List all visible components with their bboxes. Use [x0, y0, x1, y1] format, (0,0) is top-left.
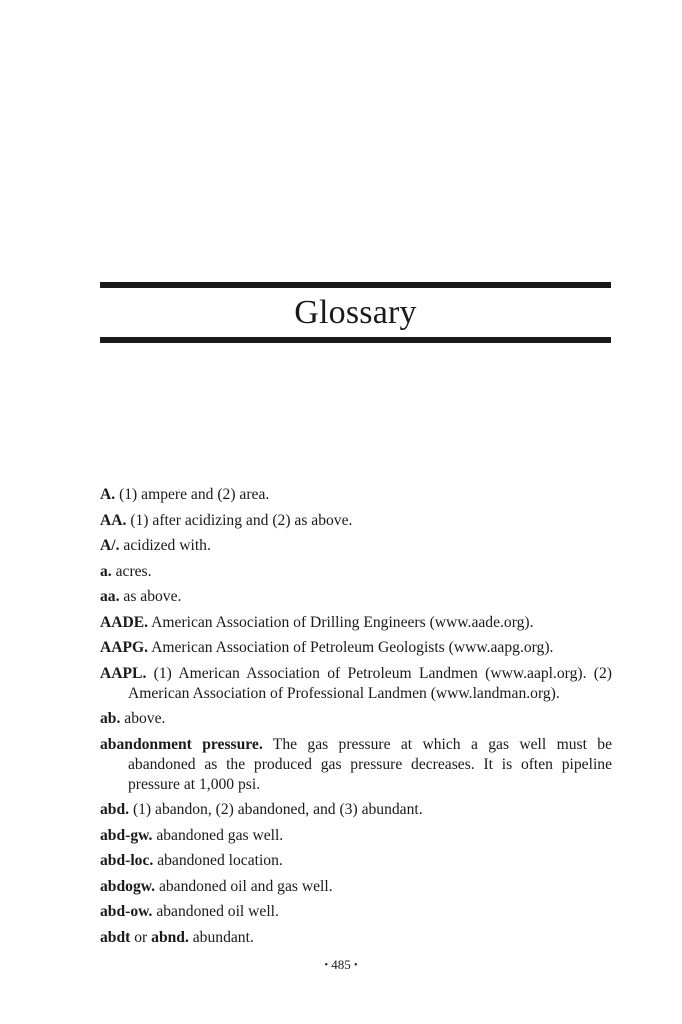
- entry-definition: acidized with.: [119, 537, 211, 554]
- entry-definition: (1) after acidizing and (2) as above.: [126, 511, 353, 529]
- entry-term: abd-gw.: [100, 826, 153, 844]
- entry-term: abd-loc.: [100, 852, 154, 869]
- entry-definition: abandoned oil well.: [152, 903, 279, 920]
- glossary-entry: [100, 562, 612, 582]
- glossary-entry: [100, 511, 612, 531]
- entry-definition: as above.: [119, 588, 182, 605]
- entry-term: a.: [100, 562, 112, 580]
- glossary-entry: [100, 902, 612, 922]
- heading-rule-bottom: [100, 337, 611, 343]
- glossary-entry: [100, 613, 612, 633]
- entry-term: abdt: [100, 928, 131, 946]
- glossary-entry: [100, 709, 612, 729]
- entry-definition: (1) ampere and (2) area.: [115, 486, 270, 503]
- glossary-entry: [100, 826, 612, 846]
- entry-definition: The gas pressure at which a gas well must be abandoned as the produced gas pressure decreases. It is often pipeline pressure at 1,000 psi.: [128, 735, 612, 793]
- page-number: 485: [331, 957, 351, 972]
- entry-term: abnd.: [151, 928, 189, 946]
- entry-definition: abandoned oil and gas well.: [155, 877, 333, 895]
- entry-term: A/.: [100, 537, 120, 554]
- page-number-footer: [0, 956, 682, 976]
- bullet-icon: •: [354, 960, 358, 971]
- glossary-entries: [100, 485, 612, 953]
- entry-term: AAPL.: [100, 664, 147, 682]
- entry-definition: (1) abandon, (2) abandoned, and (3) abundant.: [129, 801, 423, 818]
- entry-term: abdogw.: [100, 877, 156, 895]
- entry-definition: acres.: [111, 562, 152, 580]
- page-title: Glossary: [294, 294, 417, 331]
- glossary-entry: [100, 735, 612, 795]
- glossary-entry: [100, 664, 612, 704]
- glossary-entry: [100, 536, 612, 556]
- entry-definition: American Association of Drilling Engineers (www.aade.org).: [148, 613, 534, 631]
- entry-definition: abundant.: [188, 928, 254, 946]
- glossary-entry: [100, 800, 612, 820]
- entry-term: aa.: [100, 588, 120, 605]
- entry-term: AADE.: [100, 613, 149, 631]
- heading-rule-top: [100, 282, 611, 288]
- entry-term: abandonment pressure.: [100, 735, 263, 753]
- glossary-entry: [100, 928, 612, 948]
- entry-definition: abandoned gas well.: [152, 826, 284, 844]
- entry-term: A.: [100, 486, 116, 503]
- glossary-entry: [100, 485, 612, 505]
- glossary-entry: [100, 638, 612, 658]
- entry-term: ab.: [100, 710, 121, 727]
- entry-definition: American Association of Petroleum Geologists (www.aapg.org).: [148, 639, 554, 656]
- entry-connector: or: [130, 928, 152, 946]
- entry-definition: abandoned location.: [153, 852, 283, 869]
- entry-term: abd-ow.: [100, 903, 153, 920]
- entry-term: AA.: [100, 511, 127, 529]
- glossary-entry: [100, 877, 612, 897]
- entry-definition: (1) American Association of Petroleum Landmen (www.aapl.org). (2) American Association of Professional Landmen (www.landman.org).: [128, 664, 612, 702]
- entry-term: AAPG.: [100, 639, 149, 656]
- entry-definition: above.: [120, 710, 166, 727]
- entry-term: abd.: [100, 801, 130, 818]
- glossary-entry: [100, 851, 612, 871]
- bullet-icon: •: [324, 960, 328, 971]
- glossary-entry: [100, 587, 612, 607]
